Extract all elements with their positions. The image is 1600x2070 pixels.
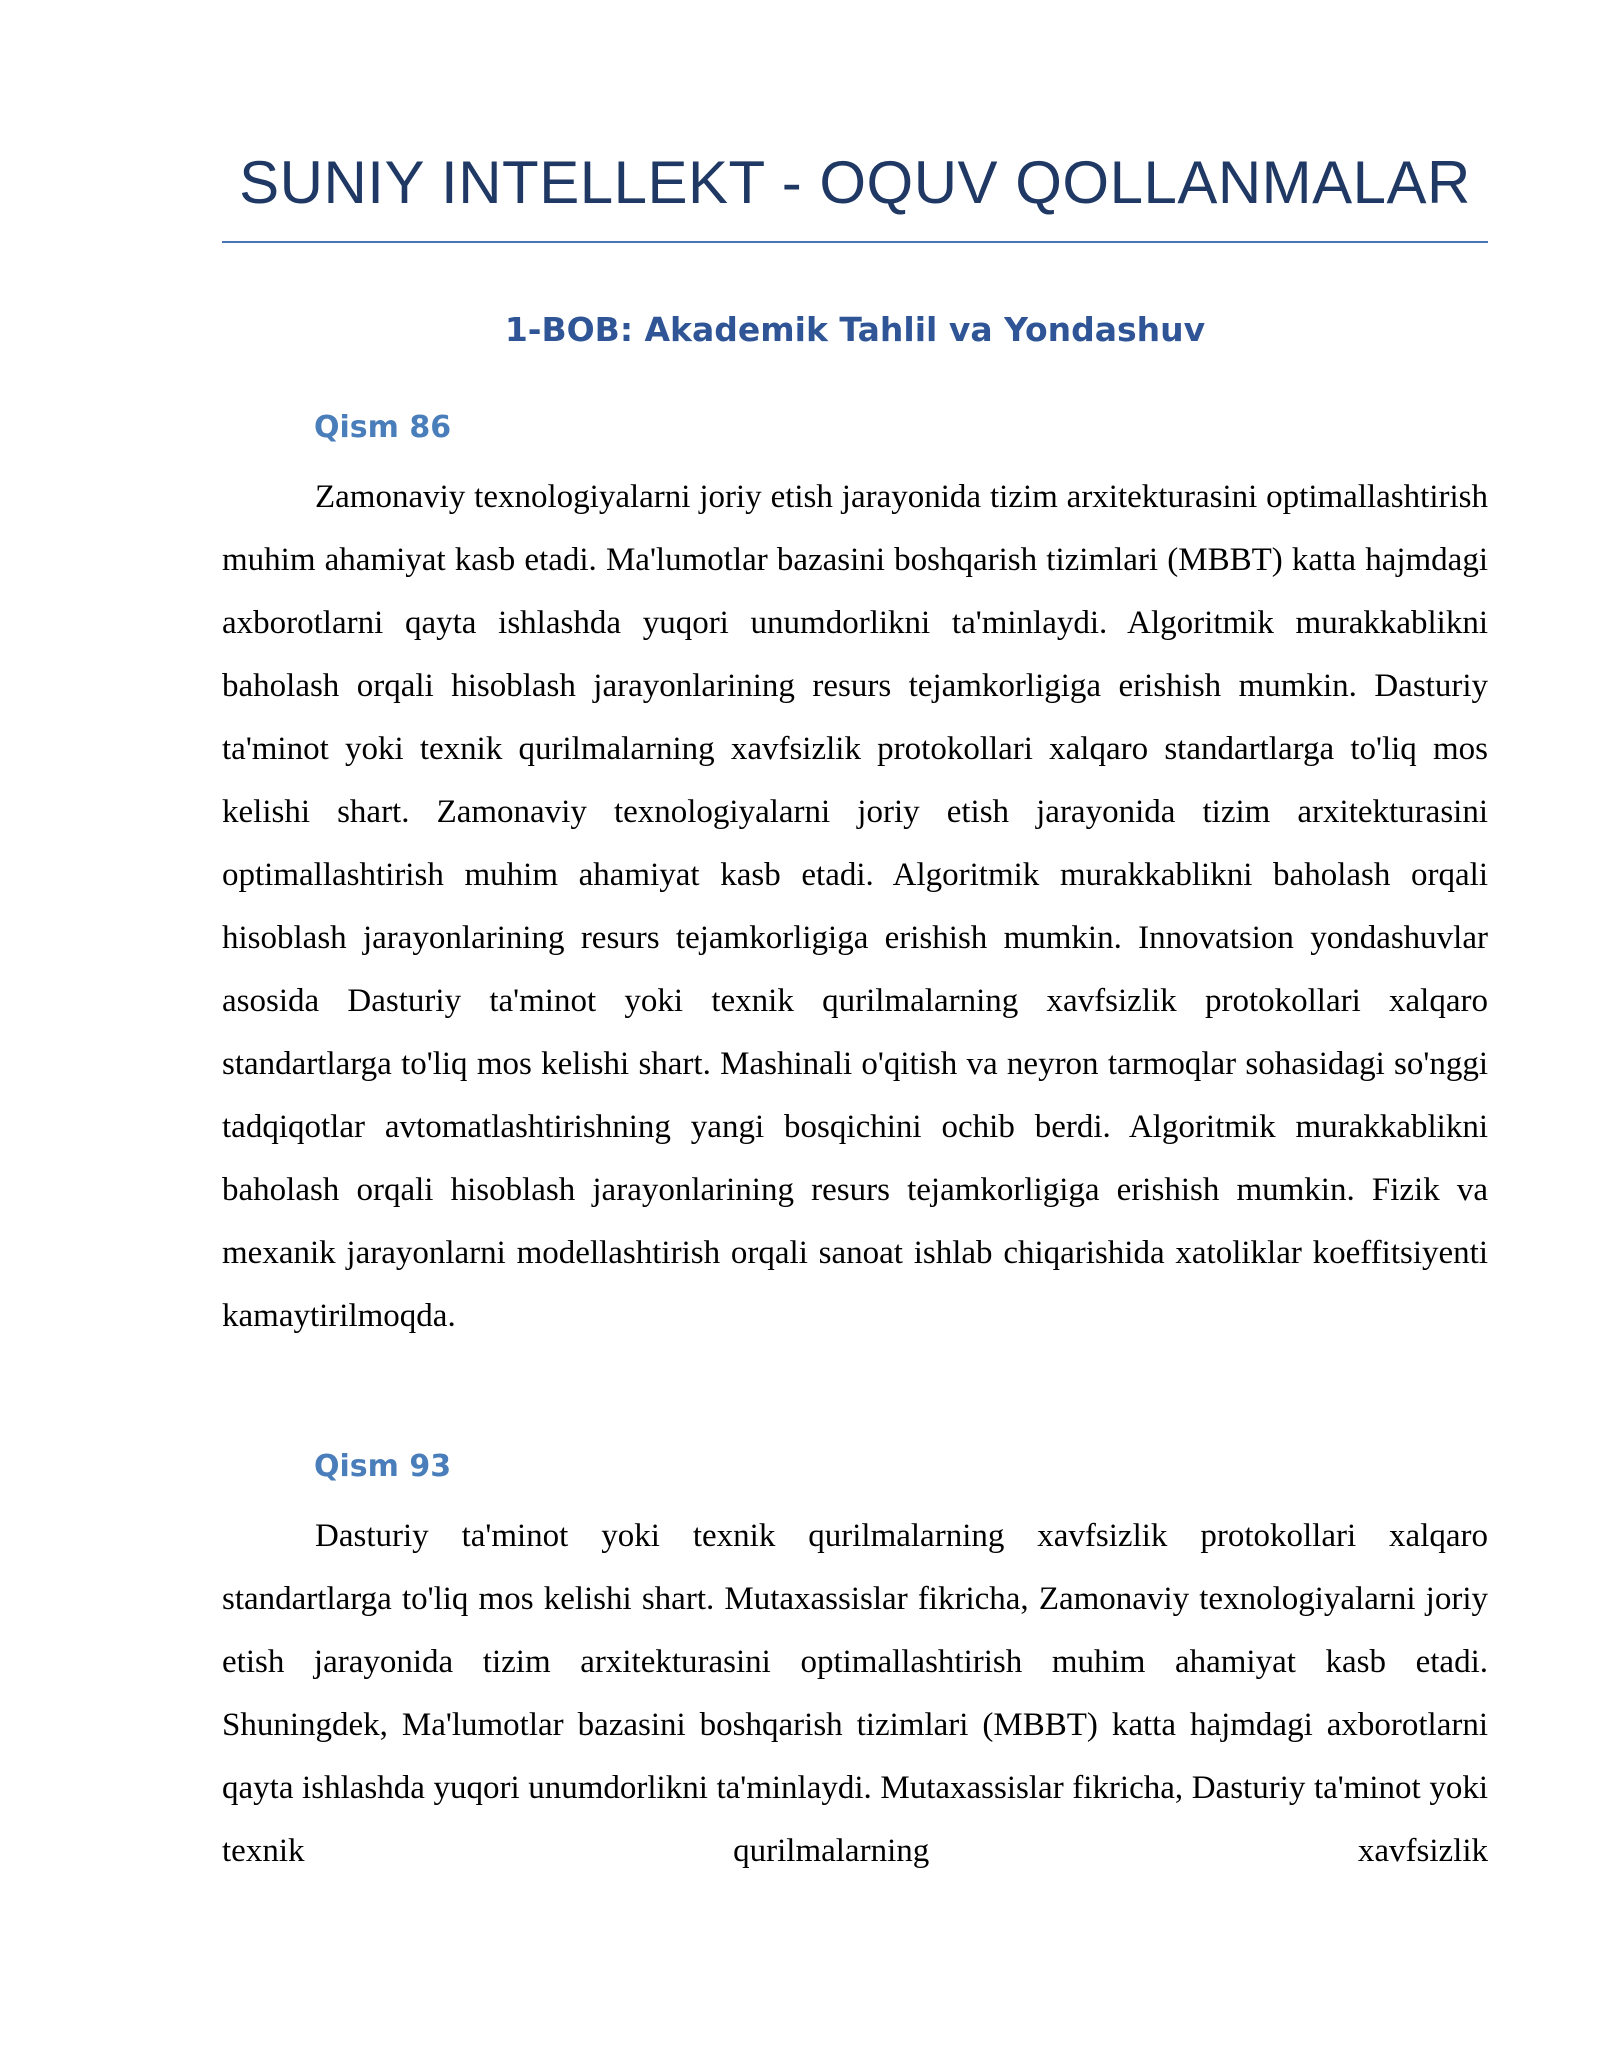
section-heading: Qism 93: [314, 1449, 452, 1484]
section-heading: Qism 86: [314, 410, 452, 445]
chapter-title: 1-BOB: Akademik Tahlil va Yondashuv: [504, 310, 1206, 349]
section-paragraph: Dasturiy ta'minot yoki texnik qurilmalarning xavfsizlik protokollari xalqaro standartlarga to'liq mos kelishi shart. Mutaxassislar fikricha, Zamonaviy texnologiyalarni joriy etish jarayonida tizim arxitekturasini optimallashtirish muhim ahamiyat kasb etadi. Shuningdek, Ma'lumotlar bazasini boshqarish tizimlari (MBBT) katta hajmdagi axborotlarni qayta ishlashda yuqori unumdorlikni ta'minlaydi. Mutaxassislar fikricha, Dasturiy ta'minot yoki texnik qurilmalarning xavfsizlik: [222, 1518, 1488, 1869]
section-paragraph: Zamonaviy texnologiyalarni joriy etish jarayonida tizim arxitekturasini optimallashtirish muhim ahamiyat kasb etadi. Ma'lumotlar bazasini boshqarish tizimlari (MBBT) katta hajmdagi axborotlarni qayta ishlashda yuqori unumdorlikni ta'minlaydi. Algoritmik murakkablikni baholash orqali hisoblash jarayonlarining resurs tejamkorligiga erishish mumkin. Dasturiy ta'minot yoki texnik qurilmalarning xavfsizlik protokollari xalqaro standartlarga to'liq mos kelishi shart. Zamonaviy texnologiyalarni joriy etish jarayonida tizim arxitekturasini optimallashtirish muhim ahamiyat kasb etadi. Algoritmik murakkablikni baholash orqali hisoblash jarayonlarining resurs tejamkorligiga erishish mumkin. Innovatsion yondashuvlar asosida Dasturiy ta'minot yoki texnik qurilmalarning xavfsizlik protokollari xalqaro standartlarga to'liq mos kelishi shart. Mashinali o'qitish va neyron tarmoqlar sohasidagi so'nggi tadqiqotlar avtomatlashtirishning yangi bosqichini ochib berdi. Algoritmik murakkablikni baholash orqali hisoblash jarayonlarining resurs tejamkorligiga erishish mumkin. Fizik va mexanik jarayonlarni modellashtirish orqali sanoat ishlab chiqarishida xatoliklar koeffitsiyenti kamaytirilmoqda.: [222, 479, 1488, 1334]
document-title: SUNIY INTELLEKT - OQUV QOLLANMALAR: [239, 149, 1471, 216]
title-divider: [222, 241, 1488, 243]
